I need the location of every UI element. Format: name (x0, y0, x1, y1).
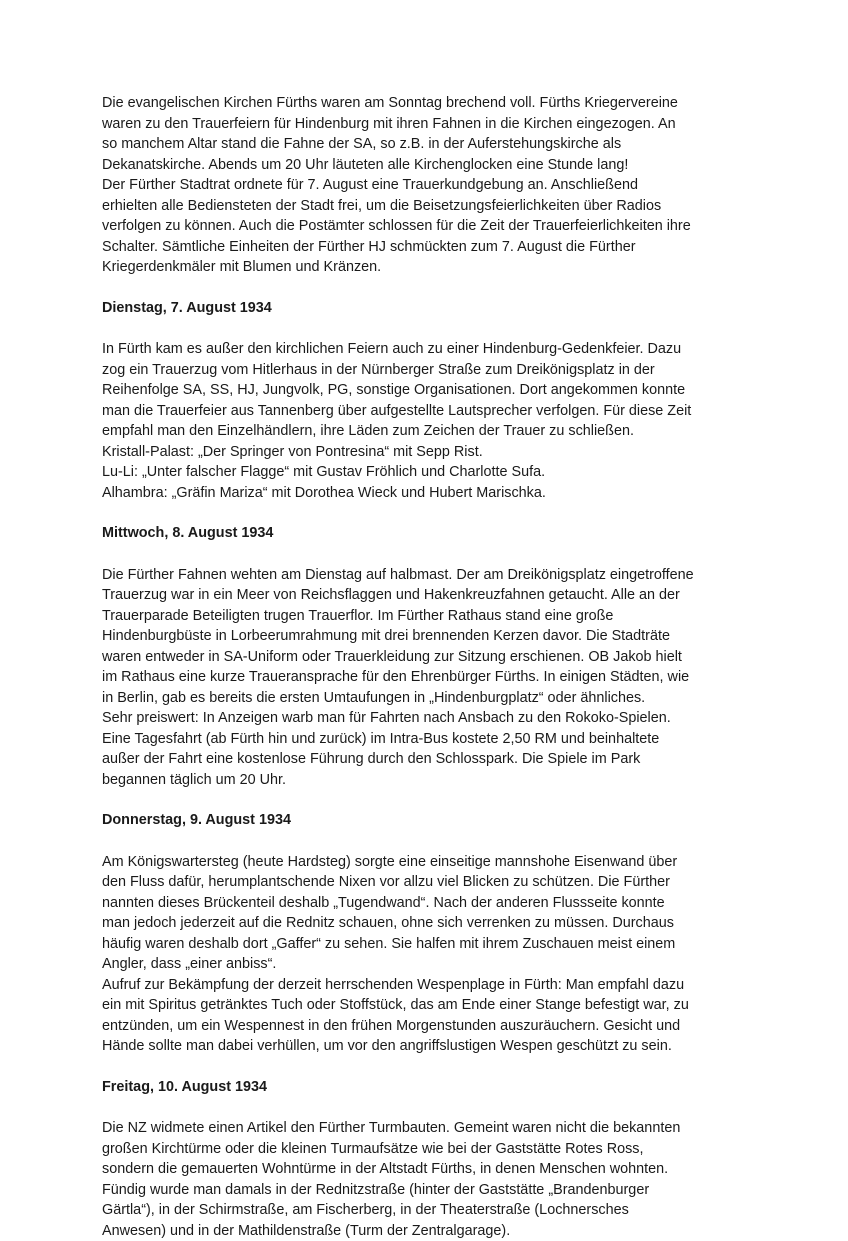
text-line: Trauerzug war in ein Meer von Reichsflaggen und Hakenkreuzfahnen getaucht. Alle an der (102, 585, 762, 606)
text-line: häufig waren deshalb dort „Gaffer“ zu sehen. Sie halfen mit ihrem Zuschauen meist einem (102, 934, 762, 955)
text-line: erhielten alle Bediensteten der Stadt frei, um die Beisetzungsfeierlichkeiten über Radios (102, 196, 762, 217)
text-line: Gärtla“), in der Schirmstraße, am Fischerberg, in der Theaterstraße (Lochnersches (102, 1200, 762, 1221)
text-line: Hände sollte man dabei verhüllen, um vor den angriffslustigen Wespen geschützt zu sein. (102, 1036, 762, 1057)
text-line: Anwesen) und in der Mathildenstraße (Turm der Zentralgarage). (102, 1221, 762, 1241)
text-line: verfolgen zu können. Auch die Postämter schlossen für die Zeit der Trauerfeierlichkeiten ihre (102, 216, 762, 237)
section-paragraph (102, 1118, 762, 1241)
text-line: Fündig wurde man damals in der Rednitzstraße (hinter der Gaststätte „Brandenburger (102, 1180, 762, 1201)
text-line: zog ein Trauerzug vom Hitlerhaus in der Nürnberger Straße zum Dreikönigsplatz in der (102, 360, 762, 381)
intro-paragraph (102, 93, 762, 278)
text-line: Kriegerdenkmäler mit Blumen und Kränzen. (102, 257, 762, 278)
text-line: Die evangelischen Kirchen Fürths waren am Sonntag brechend voll. Fürths Kriegervereine (102, 93, 762, 114)
text-line: Alhambra: „Gräfin Mariza“ mit Dorothea Wieck und Hubert Marischka. (102, 483, 762, 504)
text-line: waren entweder in SA-Uniform oder Trauerkleidung zur Sitzung erschienen. OB Jakob hielt (102, 647, 762, 668)
text-line: sondern die gemauerten Wohntürme in der Altstadt Fürths, in denen Menschen wohnten. (102, 1159, 762, 1180)
text-line: Angler, dass „einer anbiss“. (102, 954, 762, 975)
text-line: Lu-Li: „Unter falscher Flagge“ mit Gustav Fröhlich und Charlotte Sufa. (102, 462, 762, 483)
text-line: im Rathaus eine kurze Traueransprache für den Ehrenbürger Fürths. In einigen Städten, wie (102, 667, 762, 688)
text-line: begannen täglich um 20 Uhr. (102, 770, 762, 791)
text-line: waren zu den Trauerfeiern für Hindenburg mit ihren Fahnen in die Kirchen eingezogen. An (102, 114, 762, 135)
text-line: Aufruf zur Bekämpfung der derzeit herrschenden Wespenplage in Fürth: Man empfahl dazu (102, 975, 762, 996)
text-line: entzünden, um ein Wespennest in den frühen Morgenstunden auszuräuchern. Gesicht und (102, 1016, 762, 1037)
text-line: Am Königswartersteg (heute Hardsteg) sorgte eine einseitige mannshohe Eisenwand über (102, 852, 762, 873)
text-line: man die Trauerfeier aus Tannenberg über aufgestellte Lautsprecher verfolgen. Für diese Zeit (102, 401, 762, 422)
text-line: Reihenfolge SA, SS, HJ, Jungvolk, PG, sonstige Organisationen. Dort angekommen konnte (102, 380, 762, 401)
section-paragraph (102, 339, 762, 503)
text-line: den Fluss dafür, herumplantschende Nixen vor allzu viel Blicken zu schützen. Die Fürther (102, 872, 762, 893)
text-line: Sehr preiswert: In Anzeigen warb man für Fahrten nach Ansbach zu den Rokoko-Spielen. (102, 708, 762, 729)
text-line: so manchem Altar stand die Fahne der SA, so z.B. in der Auferstehungskirche als (102, 134, 762, 155)
text-line: nannten dieses Brückenteil deshalb „Tugendwand“. Nach der anderen Flussseite konnte (102, 893, 762, 914)
text-line: ein mit Spiritus getränktes Tuch oder Stoffstück, das am Ende einer Stange befestigt war, zu (102, 995, 762, 1016)
text-line: außer der Fahrt eine kostenlose Führung durch den Schlosspark. Die Spiele im Park (102, 749, 762, 770)
text-line: Trauerparade Beteiligten trugen Trauerflor. Im Fürther Rathaus stand eine große (102, 606, 762, 627)
text-line: Schalter. Sämtliche Einheiten der Fürther HJ schmückten zum 7. August die Fürther (102, 237, 762, 258)
text-line: Die NZ widmete einen Artikel den Fürther Turmbauten. Gemeint waren nicht die bekannten (102, 1118, 762, 1139)
date-heading: Donnerstag, 9. August 1934 (102, 810, 762, 831)
document-page (102, 93, 762, 1241)
date-heading: Mittwoch, 8. August 1934 (102, 523, 762, 544)
text-line: großen Kirchtürme oder die kleinen Turmaufsätze wie bei der Gaststätte Rotes Ross, (102, 1139, 762, 1160)
text-line: Hindenburgbüste in Lorbeerumrahmung mit drei brennenden Kerzen davor. Die Stadträte (102, 626, 762, 647)
text-line: Dekanatskirche. Abends um 20 Uhr läuteten alle Kirchenglocken eine Stunde lang! (102, 155, 762, 176)
text-line: Der Fürther Stadtrat ordnete für 7. August eine Trauerkundgebung an. Anschließend (102, 175, 762, 196)
text-line: In Fürth kam es außer den kirchlichen Feiern auch zu einer Hindenburg-Gedenkfeier. Dazu (102, 339, 762, 360)
text-line: in Berlin, gab es bereits die ersten Umtaufungen in „Hindenburgplatz“ oder ähnliches. (102, 688, 762, 709)
text-line: Die Fürther Fahnen wehten am Dienstag auf halbmast. Der am Dreikönigsplatz eingetroffene (102, 565, 762, 586)
text-line: Kristall-Palast: „Der Springer von Pontresina“ mit Sepp Rist. (102, 442, 762, 463)
text-line: empfahl man den Einzelhändlern, ihre Läden zum Zeichen der Trauer zu schließen. (102, 421, 762, 442)
section-paragraph (102, 565, 762, 791)
text-line: man jedoch jederzeit auf die Rednitz schauen, ohne sich verrenken zu müssen. Durchaus (102, 913, 762, 934)
date-heading: Freitag, 10. August 1934 (102, 1077, 762, 1098)
text-line: Eine Tagesfahrt (ab Fürth hin und zurück) im Intra-Bus kostete 2,50 RM und beinhaltete (102, 729, 762, 750)
date-heading: Dienstag, 7. August 1934 (102, 298, 762, 319)
section-paragraph (102, 852, 762, 1057)
